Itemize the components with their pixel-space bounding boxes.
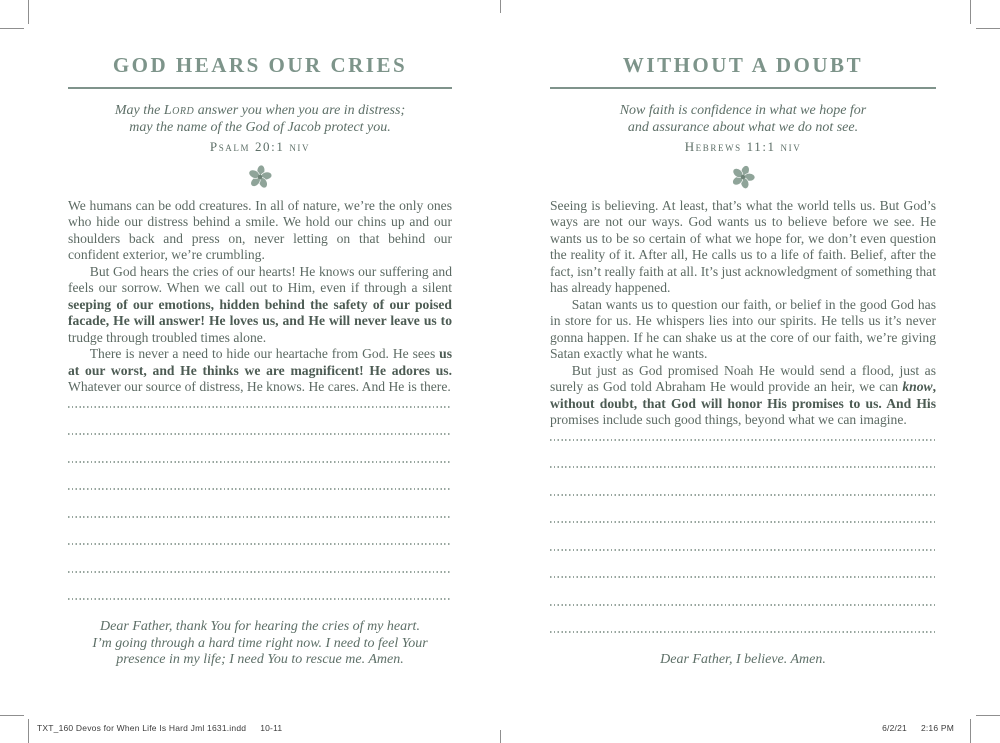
footer-slug-right: [882, 723, 954, 733]
left-page: [68, 52, 452, 669]
body-text-segment: seeping of our emotions, hidden behind the safety of our poised facade, He will answer! He loves us, and He will never leave us to: [68, 296, 452, 328]
body-text-segment: There is never a need to hide our heartache from God. He sees: [89, 346, 440, 361]
prayer-line: Dear Father, I believe. Amen.: [660, 652, 826, 667]
scripture-reference: Hebrews 11:1 niv: [684, 139, 802, 154]
crop-mark: [28, 0, 29, 24]
crop-mark: [970, 0, 971, 24]
journal-line: [550, 494, 936, 496]
journal-line: [550, 439, 936, 441]
journal-line: [550, 631, 936, 633]
scripture-reference: Psalm 20:1 niv: [209, 139, 311, 154]
body-text-segment: , without doubt, that God will honor His promises to us. And His: [550, 379, 936, 411]
crop-mark: [0, 28, 24, 29]
body-paragraph: [68, 264, 452, 347]
journal-lines: [550, 439, 936, 634]
journal-line: [68, 433, 452, 435]
crop-mark: [28, 719, 29, 743]
devotion-body: [68, 198, 452, 396]
body-text-segment: trudge through troubled times alone.: [68, 329, 267, 345]
prayer-text: [550, 652, 936, 669]
journal-line: [68, 461, 452, 463]
devotion-title: GOD HEARS OUR CRIES: [112, 53, 408, 77]
body-text-segment: promises include such good things, beyond what we can imagine.: [550, 412, 907, 427]
journal-line: [68, 488, 452, 490]
center-fold-mark: [500, 730, 501, 743]
prayer-line: Dear Father, thank You for hearing the cries of my heart.: [100, 619, 420, 634]
body-paragraph: Seeing is believing. At least, that’s what the world tells us. But God’s ways are not our ways. God wants us to believe before we see. He wants us to be so certain of what we hope for, we don’t even question the reality of it. After all, He calls us to a life of faith. Belief, after the fact, isn’t really faith at all. It’s just acknowledgment of something that has already happened.: [550, 197, 936, 295]
journal-line: [68, 543, 452, 545]
body-paragraph: We humans can be odd creatures. In all of nature, we’re the only ones who hide our distress behind a smile. We hold our chins up and our shoulders back and press on, never letting on that behind our confident exterior, we’re crumbling.: [68, 197, 452, 262]
journal-line: [550, 466, 936, 468]
body-paragraph: Satan wants us to question our faith, or belief in the good God has in store for us. He whispers lies into our spirits. He tells us it’s never gonna happen. If he can shake us at the core of our faith, we’re giving Satan exactly what he wants.: [550, 296, 936, 361]
center-fold-mark: [500, 0, 501, 13]
body-paragraph: [550, 363, 936, 429]
crop-mark: [976, 715, 1000, 716]
journal-line: [68, 571, 452, 573]
verse-line: may the name of the God of Jacob protect you.: [129, 119, 391, 135]
verse-text: answer you when you are in distress;: [194, 103, 406, 118]
footer-time: 2:16 PM: [920, 723, 954, 733]
body-text-segment: But God hears the cries of our hearts! He knows our suffering and feels our sorrow. When we call out to Him, even if through a silent: [68, 263, 452, 295]
crop-mark: [976, 28, 1000, 29]
footer-slug-left: [37, 723, 282, 733]
body-text-segment: Whatever our source of distress, He knows. He cares. And He is there.: [68, 379, 451, 394]
scripture-verse: [550, 103, 936, 156]
verse-text: May the: [114, 103, 164, 118]
prayer-text: [68, 619, 452, 669]
title-rule: [68, 87, 452, 89]
journal-line: [68, 598, 452, 600]
journal-line: [550, 521, 936, 523]
devotion-title: WITHOUT A DOUBT: [622, 53, 864, 77]
title-rule: [550, 87, 936, 89]
journal-line: [68, 516, 452, 518]
body-paragraph: [68, 346, 452, 396]
footer-page-range: 10-11: [260, 723, 283, 733]
body-text-segment: know: [902, 379, 933, 394]
verse-line: [68, 103, 452, 120]
prayer-line: I’m going through a hard time right now. I need to feel Your: [92, 635, 428, 651]
journal-line: [550, 604, 936, 606]
journal-line: [68, 406, 452, 408]
scripture-verse: [68, 103, 452, 156]
body-text-segment: But just as God promised Noah He would send a flood, just as surely as God told Abraham He would provide an heir, we can: [550, 362, 936, 394]
body-text-segment: us at our worst, and He thinks we are magnificent! He adores us.: [68, 346, 452, 378]
right-page: [550, 52, 936, 669]
crop-mark: [970, 719, 971, 743]
footer-date: 6/2/21: [882, 723, 907, 733]
flower-icon: [247, 164, 273, 190]
journal-line: [550, 549, 936, 551]
journal-line: [550, 576, 936, 578]
prayer-line: presence in my life; I need You to rescue me. Amen.: [116, 652, 404, 667]
verse-line: and assurance about what we do not see.: [627, 119, 859, 135]
footer-filename: TXT_160 Devos for When Life Is Hard Jml 1631.indd: [37, 723, 247, 733]
verse-line: Now faith is confidence in what we hope for: [619, 103, 867, 118]
journal-lines: [68, 406, 452, 601]
lord-smallcaps: Lord: [163, 103, 195, 118]
crop-mark: [0, 715, 24, 716]
flower-icon: [730, 164, 756, 190]
devotion-body: [550, 198, 936, 429]
